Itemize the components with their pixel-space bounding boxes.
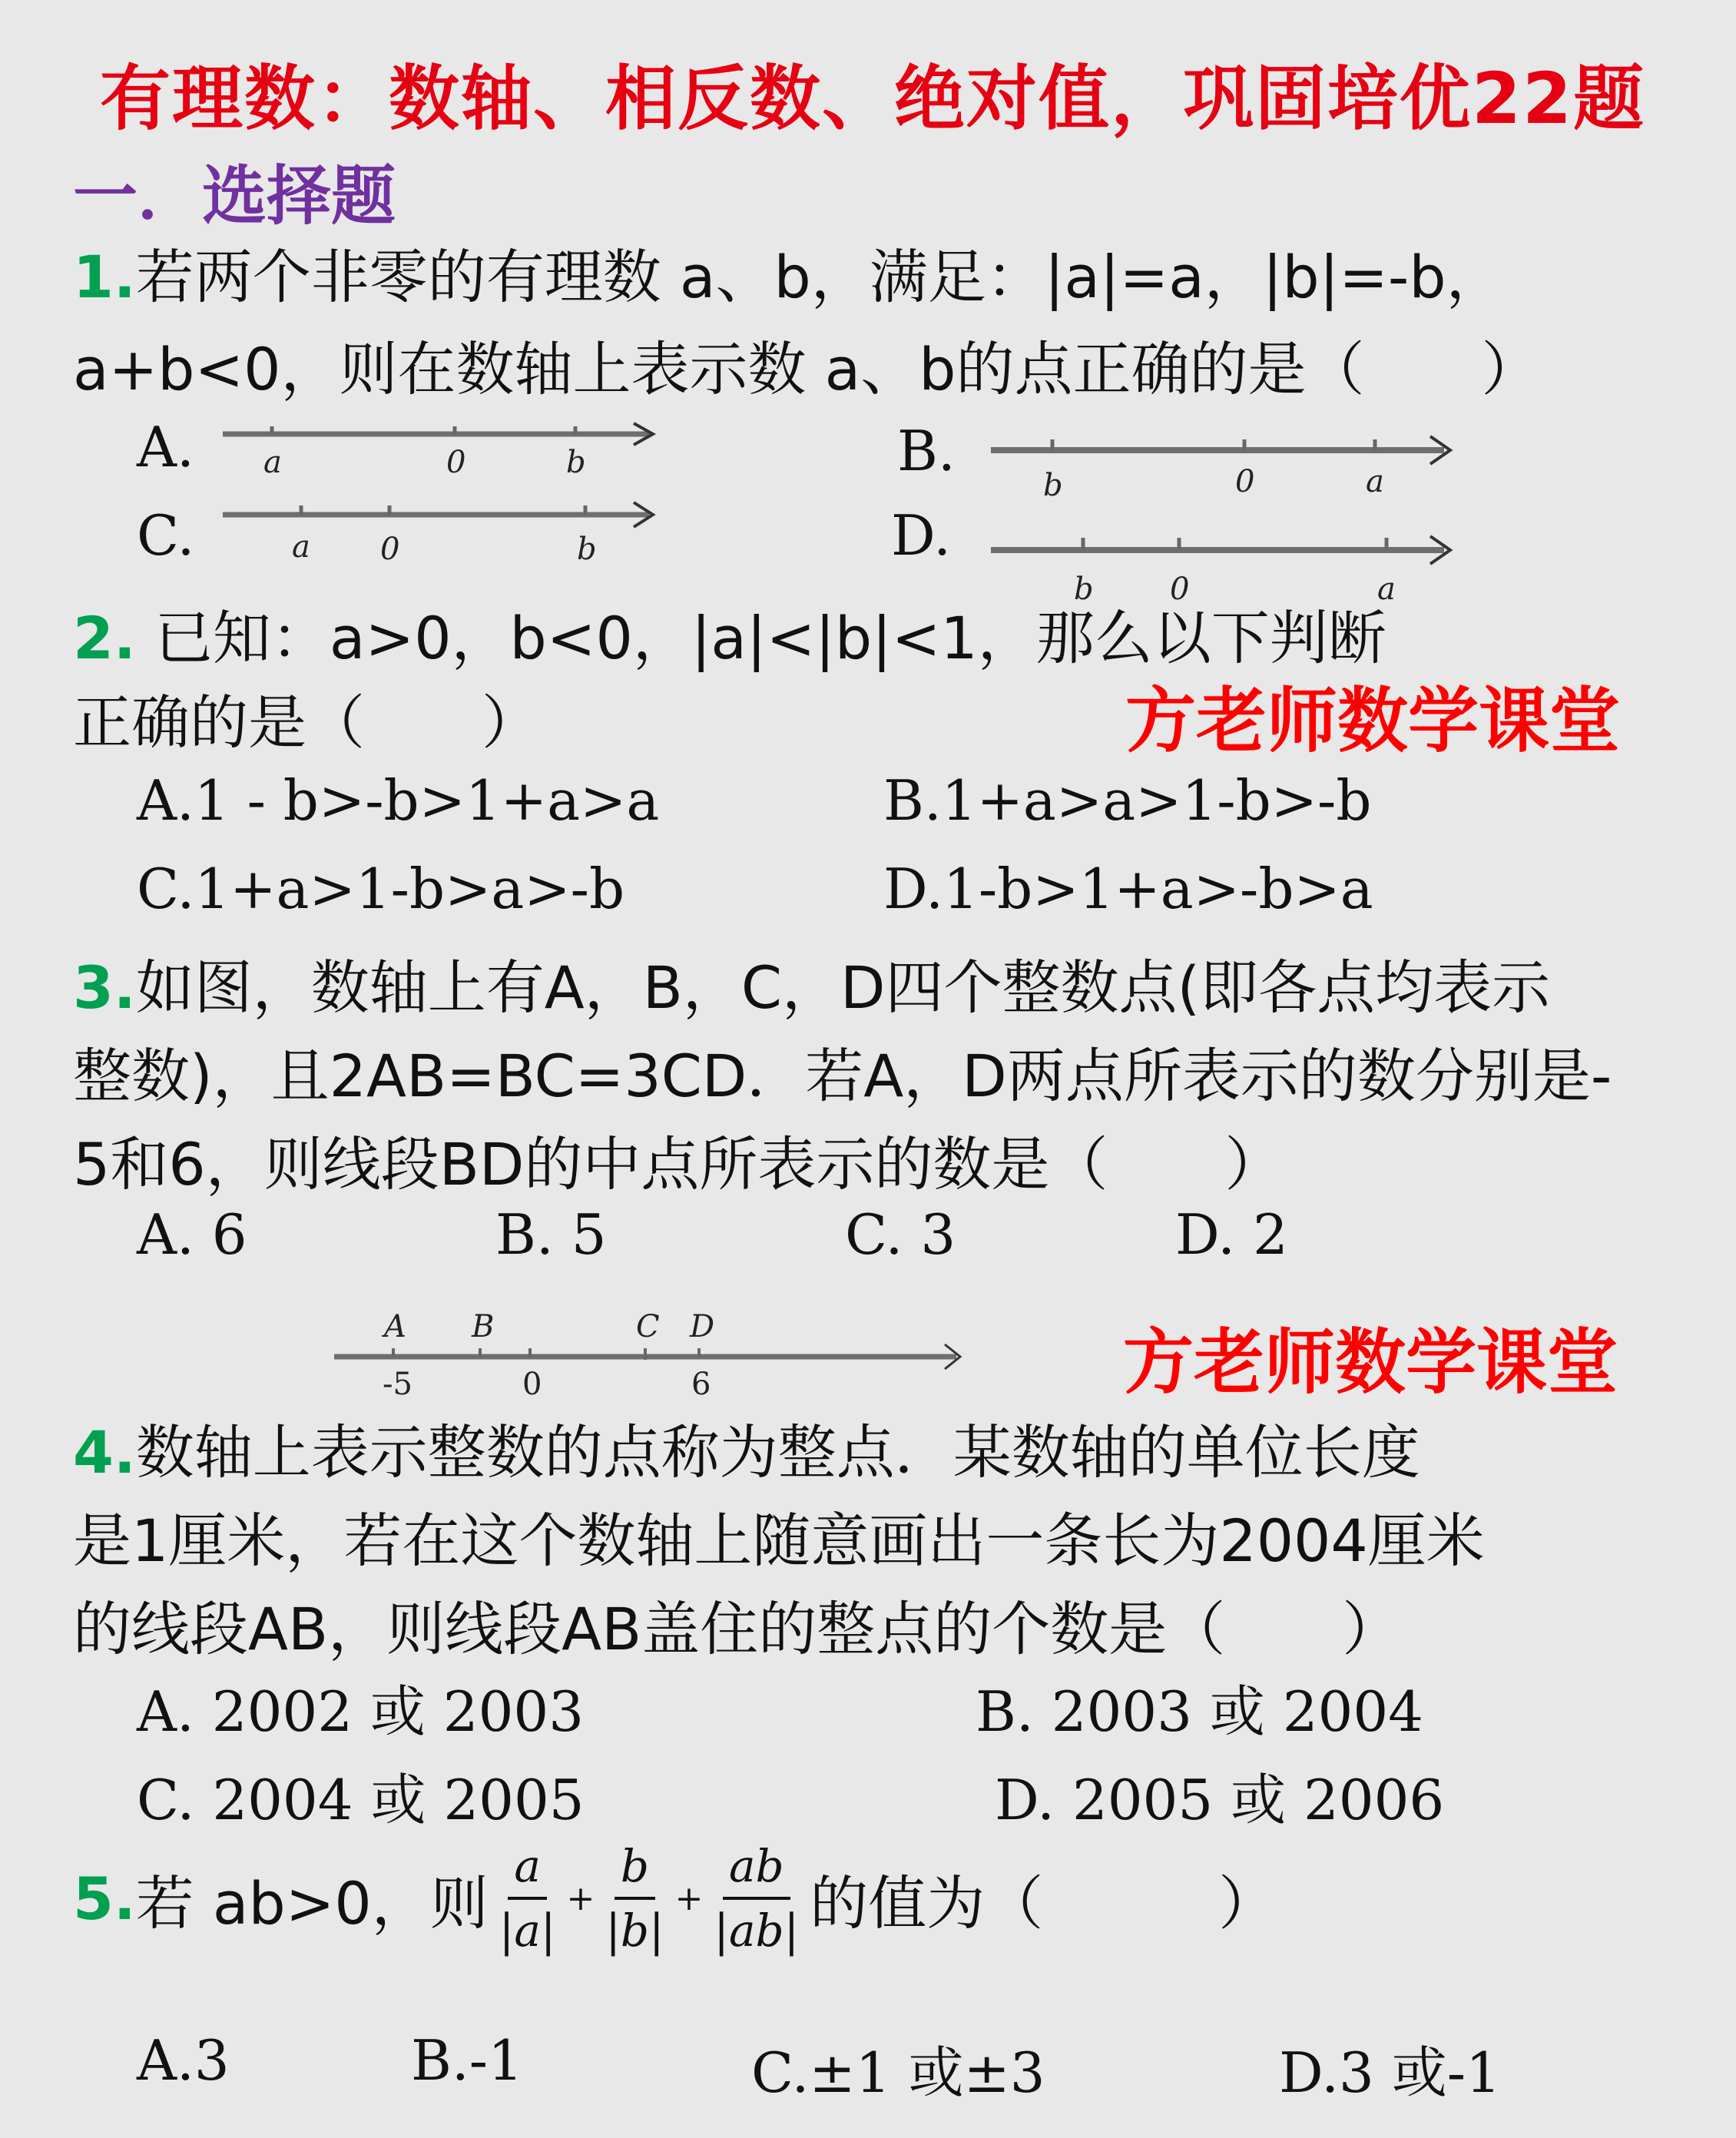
option-label: A.: [137, 1202, 194, 1267]
tick-label-0: 0: [522, 1367, 542, 1402]
option-c[interactable]: [845, 1202, 956, 1267]
tick-label: b: [577, 532, 597, 567]
option-b[interactable]: [411, 2028, 523, 2093]
question-3-line-2: 整数)，且2AB=BC=3CD．若A，D两点所表示的数分别是-: [73, 1042, 1612, 1110]
option-text: 6: [211, 1202, 247, 1267]
question-text: 若两个非零的有理数 a、b，满足：|a|=a，|b|=-b，: [135, 243, 1505, 311]
question-number: 2.: [73, 604, 136, 672]
point-label-b: B: [472, 1309, 495, 1344]
option-text: 2005 或 2006: [1072, 1768, 1445, 1832]
question-3-line-3: 5和6，则线段BD的中点所表示的数是（ ）: [73, 1130, 1284, 1198]
question-text: 数轴上表示整数的点称为整点．某数轴的单位长度: [135, 1418, 1420, 1487]
option-label: A.: [137, 768, 194, 833]
option-label: A.: [137, 2028, 194, 2093]
number-line-option-b: [983, 430, 1459, 507]
option-text: 1+a>1-b>a>-b: [194, 857, 625, 921]
tick-label-minus-5: -5: [383, 1367, 412, 1402]
tick-label: b: [1043, 468, 1063, 503]
tick-label: 0: [1235, 464, 1255, 499]
option-b[interactable]: [495, 1202, 607, 1267]
tick-label: 0: [446, 445, 466, 480]
option-a[interactable]: [137, 2028, 230, 2093]
tick-label: a: [1366, 464, 1384, 499]
option-text: 1 - b>-b>1+a>a: [194, 768, 660, 833]
tick-label: b: [566, 445, 586, 480]
fraction-a-over-abs-a: $\frac{a}{|a|}$: [499, 1840, 556, 1957]
tick-label: a: [292, 529, 310, 565]
question-text: 的值为（ ）: [810, 1868, 1277, 1937]
option-a[interactable]: [137, 768, 659, 833]
question-1-line-1: [73, 230, 1505, 314]
option-label: A.: [137, 1679, 194, 1744]
question-4-line-1: [73, 1406, 1420, 1490]
option-label: C.: [845, 1202, 903, 1267]
option-text: ±1 或±3: [809, 2040, 1045, 2105]
tick-label: a: [1377, 572, 1396, 607]
option-c-label[interactable]: C.: [137, 503, 195, 568]
option-b-label[interactable]: B.: [897, 419, 956, 483]
option-label: B.: [883, 768, 942, 833]
watermark: 方老师数学课堂: [1125, 680, 1621, 762]
tick-label: a: [263, 445, 282, 480]
number-line-option-a: [219, 419, 664, 480]
option-c[interactable]: [137, 1755, 585, 1835]
option-label: C.: [751, 2040, 810, 2105]
option-d[interactable]: [1279, 2028, 1501, 2108]
plus-sign: +: [674, 1878, 704, 1918]
option-text: 1-b>1+a>-b>a: [943, 857, 1373, 921]
point-label-a: A: [384, 1309, 406, 1344]
page-title: 有理数：数轴、相反数、绝对值，巩固培优22题: [100, 58, 1646, 140]
option-label: D.: [995, 1768, 1055, 1832]
question-text: 如图，数轴上有A，B，C，D四个整数点(即各点均表示: [135, 953, 1551, 1022]
option-label: D.: [883, 857, 944, 921]
point-label-c: C: [636, 1309, 660, 1344]
option-label: B.: [411, 2028, 469, 2093]
option-label: D.: [1279, 2040, 1340, 2105]
tick-label: 0: [380, 532, 400, 567]
option-a-label[interactable]: A.: [137, 415, 194, 479]
point-label-d: D: [690, 1309, 715, 1344]
option-b[interactable]: [976, 1667, 1423, 1747]
option-label: B.: [976, 1679, 1034, 1744]
watermark: 方老师数学课堂: [1123, 1321, 1618, 1404]
option-text: 3: [194, 2028, 230, 2093]
option-a[interactable]: [137, 1667, 584, 1747]
question-number: 5.: [73, 1864, 136, 1933]
option-label: C.: [137, 857, 195, 921]
option-text: 3 或-1: [1339, 2040, 1501, 2105]
option-text: 1+a>a>1-b>-b: [941, 768, 1372, 833]
question-1-line-2: a+b<0，则在数轴上表示数 a、b的点正确的是（ ）: [73, 335, 1540, 403]
number-line-option-c: [219, 499, 664, 568]
tick-label: b: [1074, 572, 1094, 607]
tick-label-6: 6: [691, 1367, 711, 1402]
section-heading: 一．选择题: [73, 158, 396, 234]
option-d[interactable]: [883, 857, 1373, 921]
question-number: 1.: [73, 243, 136, 311]
option-text: 2004 或 2005: [212, 1768, 585, 1832]
number-line-figure: [330, 1306, 968, 1406]
tick-label: 0: [1170, 572, 1190, 607]
question-4-line-3: 的线段AB，则线段AB盖住的整点的个数是（ ）: [73, 1595, 1401, 1663]
option-label: D.: [1175, 1202, 1236, 1267]
question-4-line-2: 是1厘米，若在这个数轴上随意画出一条长为2004厘米: [73, 1507, 1485, 1575]
option-text: 2002 或 2003: [211, 1679, 585, 1744]
option-a[interactable]: [137, 1202, 247, 1267]
option-text: 5: [571, 1202, 607, 1267]
question-number: 4.: [73, 1418, 136, 1487]
option-c[interactable]: [137, 857, 624, 921]
question-text: 已知：a>0，b<0，|a|<|b|<1，那么以下判断: [154, 604, 1386, 672]
question-5-line-1: [73, 1840, 1277, 1957]
question-2-line-1: [73, 592, 1386, 675]
option-text: -1: [469, 2028, 523, 2093]
question-3-line-1: [73, 941, 1550, 1025]
option-label: B.: [495, 1202, 554, 1267]
question-text: 若 ab>0，则: [135, 1868, 489, 1937]
option-b[interactable]: [883, 768, 1371, 833]
question-number: 3.: [73, 953, 136, 1022]
fraction-b-over-abs-b: $\frac{b}{|b|}$: [605, 1840, 664, 1957]
option-d[interactable]: [995, 1755, 1444, 1835]
option-d[interactable]: [1175, 1202, 1288, 1267]
question-2-line-2: 正确的是（ ）: [73, 688, 540, 757]
option-text: 2: [1252, 1202, 1288, 1267]
option-label: C.: [137, 1768, 195, 1832]
option-text: 3: [920, 1202, 956, 1267]
plus-sign: +: [566, 1878, 595, 1918]
option-d-label[interactable]: D.: [891, 503, 952, 568]
option-text: 2003 或 2004: [1051, 1679, 1423, 1744]
option-c[interactable]: [751, 2028, 1045, 2108]
fraction-ab-over-abs-ab: $\frac{ab}{|ab|}$: [714, 1840, 800, 1957]
